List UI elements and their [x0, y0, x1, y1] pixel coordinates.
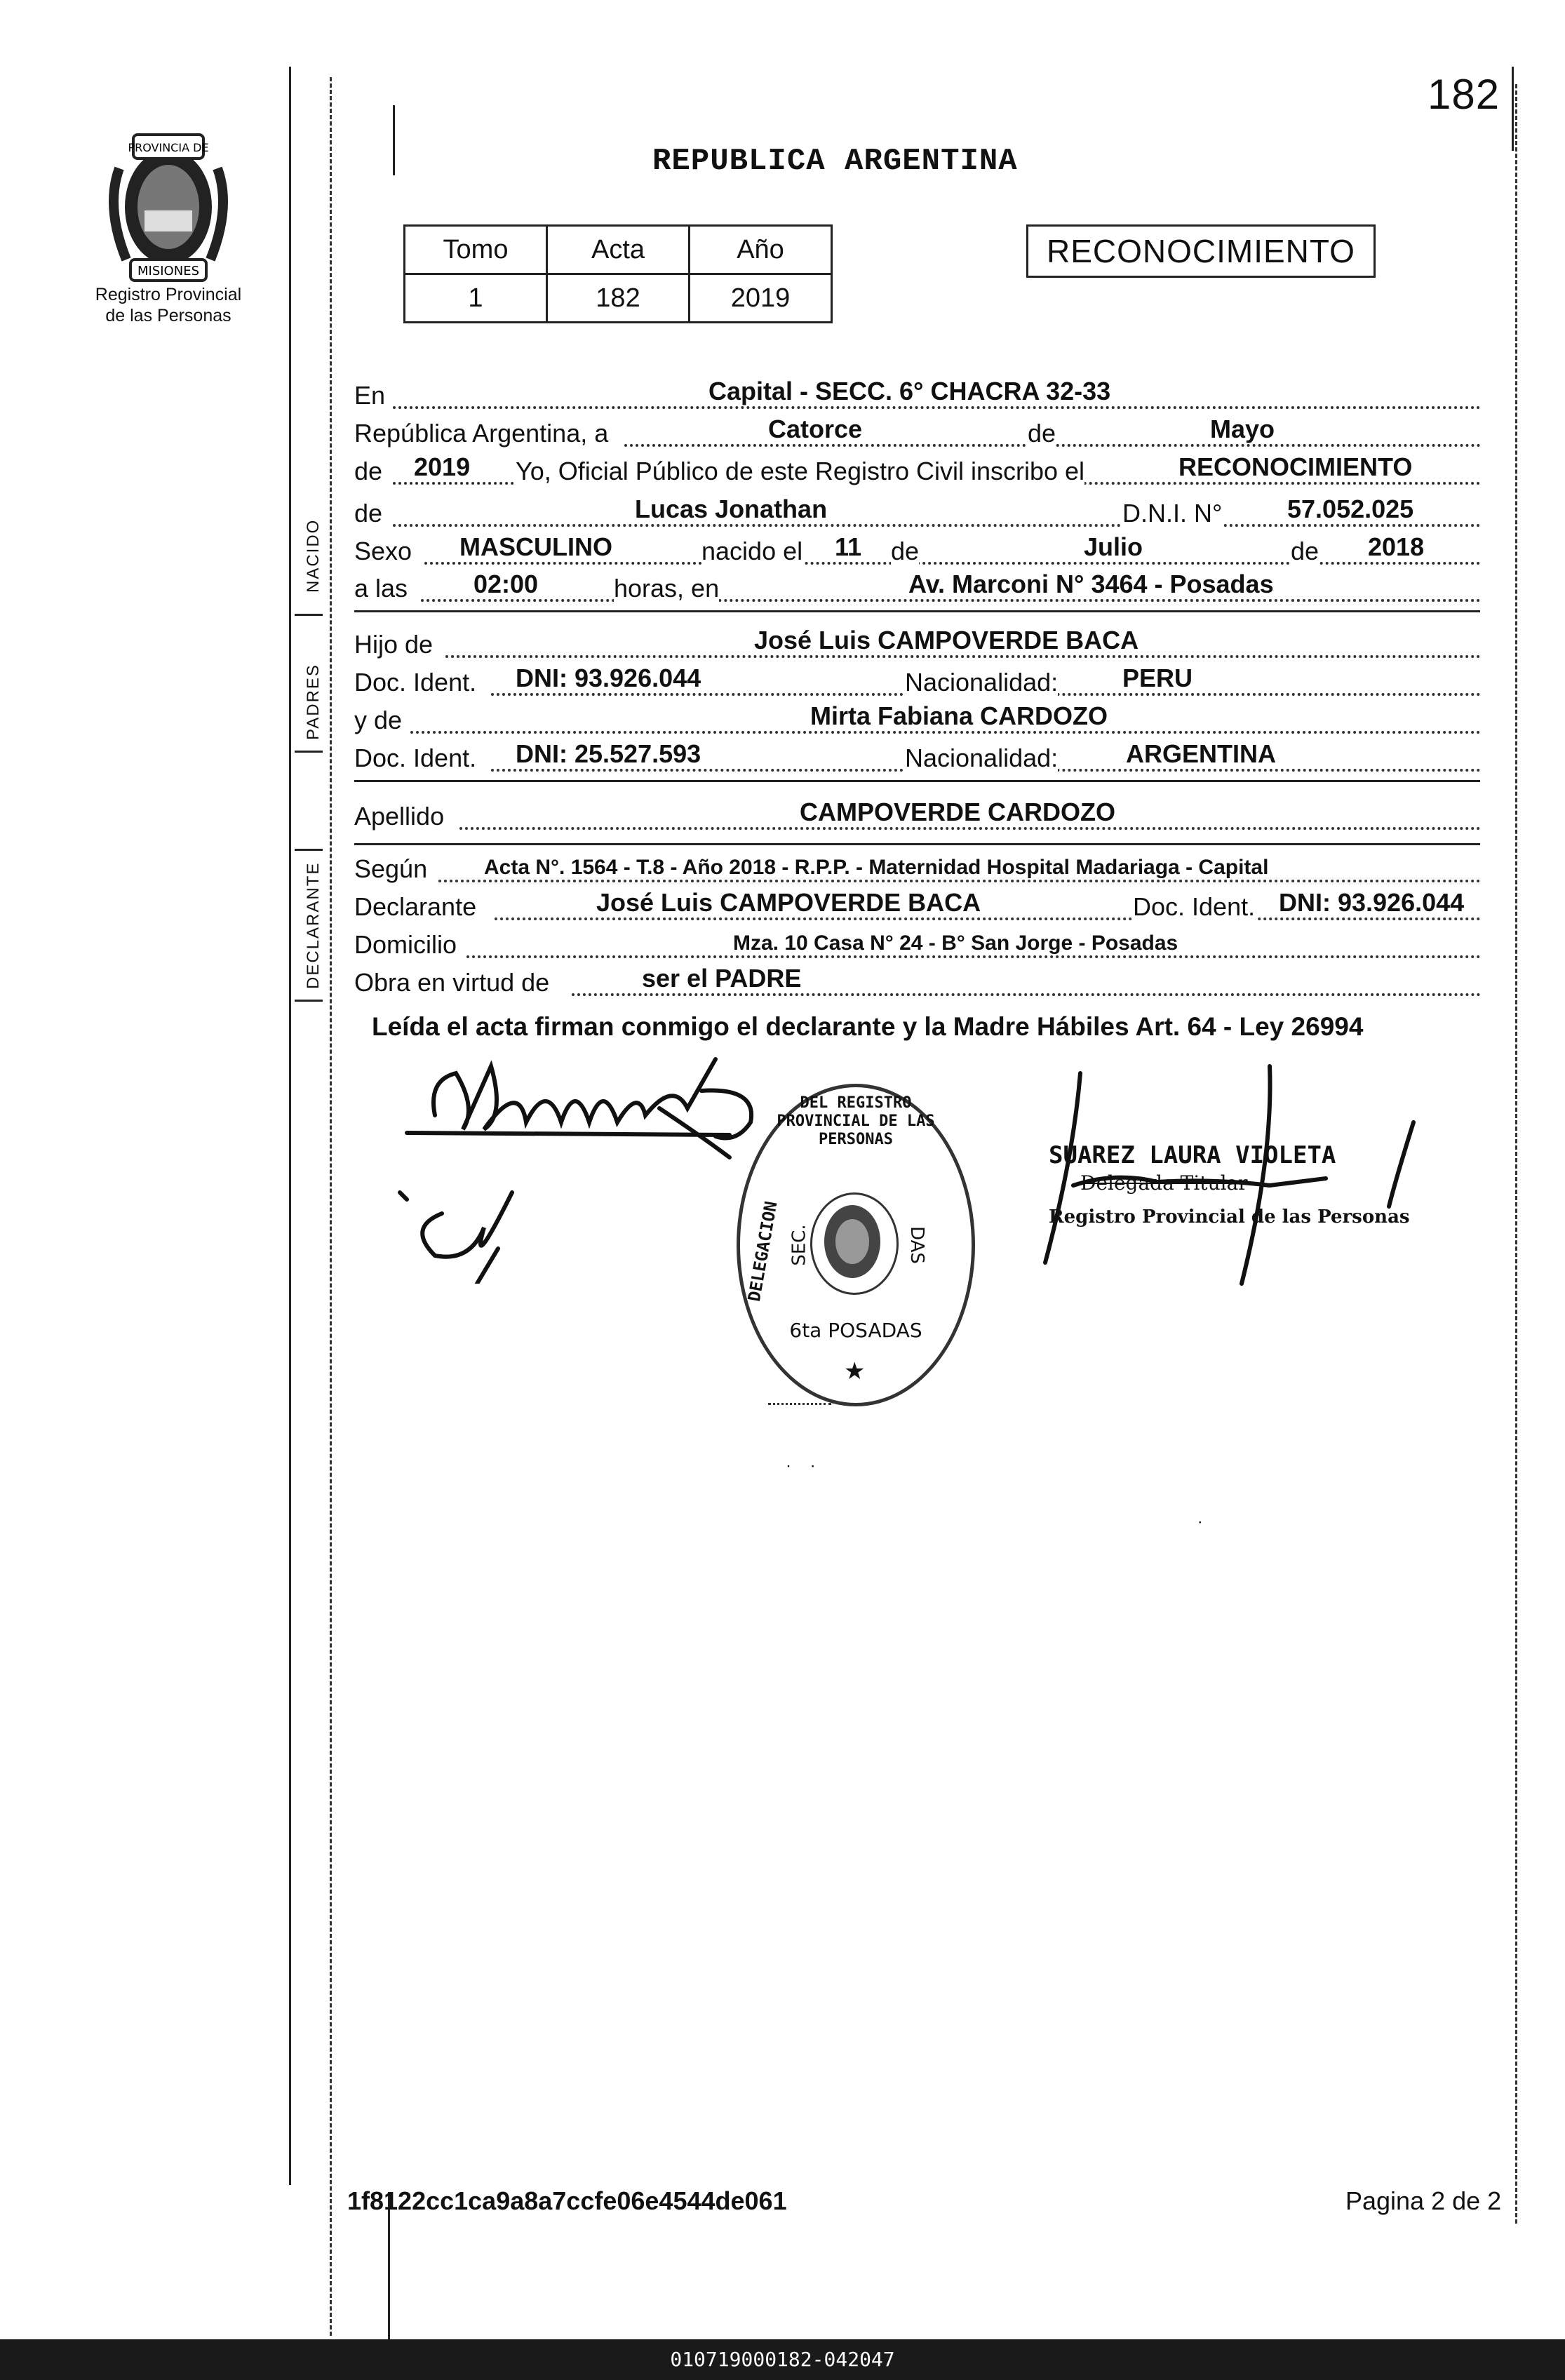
- value-doc3: DNI: 93.926.044: [1279, 888, 1465, 917]
- label-domicilio: Domicilio: [354, 930, 457, 959]
- row-hijo: [354, 624, 1481, 662]
- dots: [410, 731, 1481, 734]
- dots: [495, 917, 1481, 920]
- dots: [421, 599, 1481, 602]
- label-horas-en: horas, en: [614, 574, 720, 603]
- value-name: Lucas Jonathan: [635, 495, 828, 523]
- value-year: 2019: [414, 452, 471, 481]
- value-birth-month: Julio: [1084, 532, 1143, 561]
- row-doc2: [354, 738, 1481, 776]
- dots: [424, 562, 1481, 565]
- label-hijo: Hijo de: [354, 630, 434, 659]
- table-header-anio: Año: [690, 226, 832, 274]
- value-en: Capital - SECC. 6° CHACRA 32-33: [708, 377, 1111, 405]
- registry-table: [403, 224, 833, 323]
- value-apellido: CAMPOVERDE CARDOZO: [800, 798, 1116, 826]
- official-name: SUAREZ LAURA VIOLETA: [1049, 1141, 1336, 1169]
- seal-center-left: SEC.: [788, 1224, 810, 1266]
- label-doc1: Doc. Ident.: [354, 668, 477, 697]
- label-y-de: y de: [354, 706, 403, 734]
- seal-star-icon: ★: [844, 1358, 866, 1385]
- value-doc2: DNI: 25.527.593: [516, 739, 701, 768]
- section-divider-1: [295, 614, 323, 616]
- label-declarante: Declarante: [354, 892, 477, 921]
- section-divider-2: [295, 751, 323, 753]
- label-sexo: Sexo: [354, 537, 412, 565]
- dotted-mark: [768, 1403, 831, 1405]
- value-birth-place: Av. Marconi N° 3464 - Posadas: [908, 570, 1274, 598]
- value-doc1: DNI: 93.926.044: [516, 664, 701, 692]
- value-segun: Acta N°. 1564 - T.8 - Año 2018 - R.P.P. - Maternidad Hospital Madariaga - Capital: [484, 856, 1269, 879]
- value-birth-year: 2018: [1368, 532, 1425, 561]
- seal-bottom: 6ta POSADAS: [789, 1319, 922, 1342]
- row-year: [354, 451, 1481, 489]
- row-hora: [354, 568, 1481, 606]
- right-dashed-margin: [1515, 84, 1517, 2224]
- label-en: En: [354, 381, 386, 410]
- official-role: Delegada Titular: [1080, 1171, 1248, 1195]
- label-de-name: de: [354, 499, 383, 527]
- label-apellido: Apellido: [354, 802, 445, 831]
- document-hash: 1f8122cc1ca9a8a7ccfe06e4544de061: [347, 2186, 787, 2215]
- dots: [445, 655, 1481, 658]
- table-row: [405, 274, 832, 323]
- official-seal: [737, 1084, 975, 1406]
- seal-ring-left: DELEGACION: [744, 1199, 781, 1303]
- value-sexo: MASCULINO: [459, 532, 612, 561]
- closing-text: Leída el acta firman conmigo el declarante y la Madre Hábiles Art. 64 - Ley 26994: [372, 1012, 1364, 1041]
- value-declarante: José Luis CAMPOVERDE BACA: [596, 888, 981, 917]
- value-birth-day: 11: [835, 532, 862, 561]
- label-doc3: Doc. Ident.: [1133, 892, 1256, 921]
- row-underline: [354, 610, 1480, 612]
- dots: [572, 993, 1481, 996]
- value-mother: Mirta Fabiana CARDOZO: [810, 701, 1108, 730]
- value-nac1: PERU: [1122, 664, 1193, 692]
- label-obra: Obra en virtud de: [354, 968, 550, 997]
- value-obra: ser el PADRE: [642, 964, 802, 993]
- dots: [438, 880, 1481, 882]
- seal-emblem-icon: [816, 1199, 889, 1284]
- value-hour: 02:00: [473, 570, 539, 598]
- logo-caption-line2: de las Personas: [105, 306, 231, 325]
- section-divider-4: [295, 1000, 323, 1002]
- value-father: José Luis CAMPOVERDE BACA: [754, 626, 1139, 654]
- value-domicilio: Mza. 10 Casa N° 24 - B° San Jorge - Posadas: [733, 932, 1178, 955]
- logo-caption: [70, 284, 267, 326]
- row-republica: [354, 413, 1481, 451]
- label-a-las: a las: [354, 574, 408, 603]
- left-dashed-margin: [330, 77, 332, 2336]
- row-obra: [354, 962, 1481, 1000]
- table-cell-anio: 2019: [690, 274, 832, 323]
- side-label-padres: PADRES: [304, 664, 323, 740]
- section-divider-3: [295, 849, 323, 851]
- label-segun: Según: [354, 854, 428, 883]
- right-top-line: [1512, 67, 1514, 151]
- row-madre: [354, 700, 1481, 738]
- row-declarante: [354, 887, 1481, 925]
- row-segun: [354, 849, 1481, 887]
- dots: [459, 827, 1481, 830]
- row-en: [354, 375, 1481, 413]
- declarant-signature: [393, 1052, 786, 1284]
- label-doc2: Doc. Ident.: [354, 744, 477, 772]
- provincial-emblem-icon: [98, 126, 239, 288]
- emblem-text-bottom: MISIONES: [137, 264, 200, 278]
- value-dni: 57.052.025: [1287, 495, 1414, 523]
- page-number: 182: [1428, 71, 1500, 118]
- text-inscribo: Yo, Oficial Público de este Registro Civil inscribo el: [516, 457, 1085, 485]
- label-republica: República Argentina, a: [354, 419, 609, 448]
- label-nac1: Nacionalidad:: [905, 668, 1059, 697]
- emblem-text-top: PROVINCIA DE: [128, 141, 209, 154]
- table-header-row: [405, 226, 832, 274]
- row-underline: [354, 780, 1480, 782]
- value-act: RECONOCIMIENTO: [1178, 452, 1413, 481]
- row-underline: [354, 843, 1480, 845]
- dots: [393, 524, 1481, 527]
- label-de-year: de: [354, 457, 383, 485]
- value-month: Mayo: [1210, 415, 1275, 443]
- pagination: Pagina 2 de 2: [1345, 2186, 1502, 2215]
- label-de-birth: de: [891, 537, 920, 565]
- label-nac2: Nacionalidad:: [905, 744, 1059, 772]
- barcode-text: 010719000182-042047: [670, 2348, 895, 2371]
- value-nac2: ARGENTINA: [1126, 739, 1276, 768]
- table-cell-acta: 182: [547, 274, 690, 323]
- logo-caption-line1: Registro Provincial: [95, 285, 242, 304]
- table-header-acta: Acta: [547, 226, 690, 274]
- dots: [393, 406, 1481, 409]
- label-dni: D.N.I. N°: [1122, 499, 1223, 527]
- table-cell-tomo: 1: [405, 274, 547, 323]
- side-label-nacido: NACIDO: [304, 518, 323, 593]
- dots: [466, 955, 1481, 958]
- official-office: Registro Provincial de las Personas: [1049, 1206, 1410, 1228]
- page-title: REPUBLICA ARGENTINA: [652, 144, 1018, 179]
- row-doc1: [354, 662, 1481, 700]
- inner-margin-line: [393, 105, 395, 175]
- table-header-tomo: Tomo: [405, 226, 547, 274]
- value-day: Catorce: [768, 415, 863, 443]
- row-name: [354, 493, 1481, 531]
- side-label-declarante: DECLARANTE: [304, 861, 323, 989]
- label-de: de: [1028, 419, 1056, 448]
- scan-specks: · · ·: [786, 1456, 1203, 1531]
- row-domicilio: [354, 925, 1481, 962]
- label-nacido: nacido el: [701, 537, 803, 565]
- row-sexo: [354, 531, 1481, 569]
- left-margin-line: [289, 67, 291, 2185]
- row-apellido: [354, 796, 1481, 834]
- act-type-box: RECONOCIMIENTO: [1026, 224, 1376, 278]
- barcode-footer: [0, 2339, 1565, 2380]
- seal-ring-top: DEL REGISTRO PROVINCIAL DE LAS PERSONAS: [777, 1094, 935, 1148]
- label-de-birth-year: de: [1291, 537, 1319, 565]
- seal-center-right: DAS: [906, 1226, 927, 1264]
